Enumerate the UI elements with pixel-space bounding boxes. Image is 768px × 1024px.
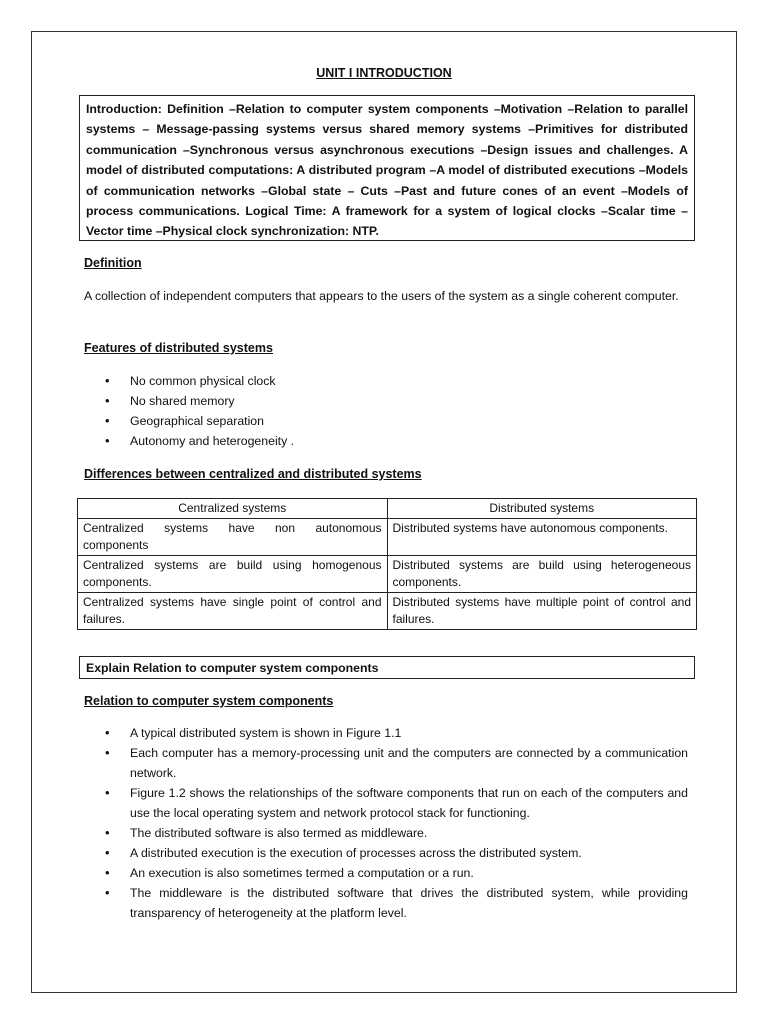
comparison-table [77,498,697,630]
list-item: • The distributed software is also termed as middleware. [84,823,688,843]
list-item: • Figure 1.2 shows the relationships of the software components that run on each of the computers and use the local operating system and network protocol stack for functioning. [84,783,688,823]
list-item: • No common physical clock [84,371,688,391]
table-header-cell: Centralized systems [78,499,388,519]
table-cell: Distributed systems have autonomous components. [387,519,697,556]
list-item: • A distributed execution is the execution of processes across the distributed system. [84,843,688,863]
definition-text: A collection of independent computers that appears to the users of the system as a single coherent computer. [84,289,679,303]
features-list [84,371,688,451]
table-row [78,519,697,556]
table-cell: Distributed systems are build using heterogeneous components. [387,556,697,593]
page-title: UNIT I INTRODUCTION [316,66,452,80]
table-cell: Centralized systems have non autonomous components [78,519,388,556]
table-cell: Centralized systems are build using homogenous components. [78,556,388,593]
relation-heading: Relation to computer system components [84,694,334,708]
table-cell: Centralized systems have single point of control and failures. [78,593,388,630]
list-item: • Autonomy and heterogeneity . [84,431,688,451]
table-row [78,556,697,593]
list-item: • No shared memory [84,391,688,411]
table-cell: Distributed systems have multiple point of control and failures. [387,593,697,630]
list-item: • Each computer has a memory-processing unit and the computers are connected by a communication network. [84,743,688,783]
list-item: • An execution is also sometimes termed a computation or a run. [84,863,688,883]
syllabus-box: Introduction: Definition –Relation to computer system components –Motivation –Relation to parallel systems – Message-passing systems versus shared memory systems –Primitives for distributed communication –Synchronous versus asynchronous executions –Design issues and challenges. A model of distributed computations: A distributed program –A model of distributed executions –Models of communication networks –Global state – Cuts –Past and future cones of an event –Models of process communications. Logical Time: A framework for a system of logical clocks –Scalar time –Vector time –Physical clock synchronization: NTP. [79,95,695,241]
list-item: • Geographical separation [84,411,688,431]
features-heading: Features of distributed systems [84,341,273,355]
relation-list [84,723,688,923]
table-row [78,593,697,630]
definition-heading: Definition [84,256,142,270]
question-box: Explain Relation to computer system components [79,656,695,679]
list-item: • A typical distributed system is shown in Figure 1.1 [84,723,688,743]
table-header-row [78,499,697,519]
list-item: • The middleware is the distributed software that drives the distributed system, while providing transparency of heterogeneity at the platform level. [84,883,688,923]
differences-heading: Differences between centralized and distributed systems [84,467,422,481]
table-header-cell: Distributed systems [387,499,697,519]
